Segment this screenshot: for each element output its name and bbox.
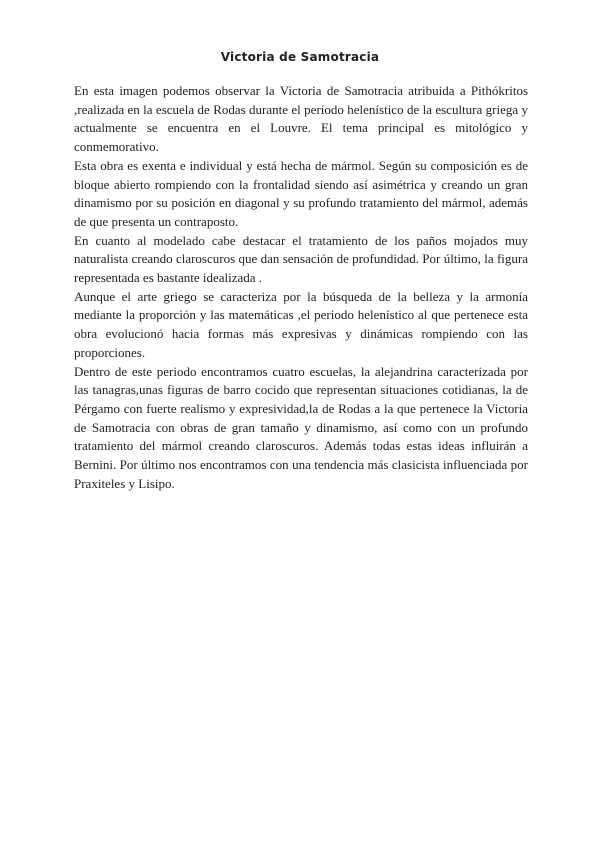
document-title: Victoria de Samotracia (220, 50, 380, 64)
document-body (74, 82, 528, 493)
paragraph-modelado: En cuanto al modelado cabe destacar el tratamiento de los paños mojados muy naturalista creando claroscuros que dan sensación de profundidad. Por último, la figura representada es bastante idealizada . (74, 232, 528, 286)
paragraph-composition: Esta obra es exenta e individual y está hecha de mármol. Según su composición es de bloque abierto rompiendo con la frontalidad siendo así asimétrica y creando un gran dinamismo por su posición en diagonal y su profundo tratamiento del mármol, además de que presenta un contraposto. (74, 157, 528, 229)
paragraph-context: Aunque el arte griego se caracteriza por la búsqueda de la belleza y la armonía mediante la proporción y las matemáticas ,el periodo helenístico al que pertenece esta obra evolucionó hacia formas más expresivas y dinámicas rompiendo con las proporciones. (74, 288, 528, 360)
paragraph-intro: En esta imagen podemos observar la Victoria de Samotracia atribuida a Pithókritos ,realizada en la escuela de Rodas durante el período helenístico de la escultura griega y actualmente se encuentra en el Louvre. El tema principal es mitológico y conmemorativo. (74, 83, 528, 155)
paragraph-schools: Dentro de este periodo encontramos cuatro escuelas, la alejandrina caracterizada por las tanagras,unas figuras de barro cocido que representan situaciones cotidianas, la de Pérgamo con fuerte realismo y expresividad,la de Rodas a la que pertenece la Victoria de Samotracia con obras de gran tamaño y dinamismo, así como con un profundo tratamiento del mármol creando claroscuros. Además todas estas ideas influirán a Bernini. Por último nos encontramos con una tendencia más clasicista influenciada por Praxiteles y Lisipo. (74, 363, 528, 491)
